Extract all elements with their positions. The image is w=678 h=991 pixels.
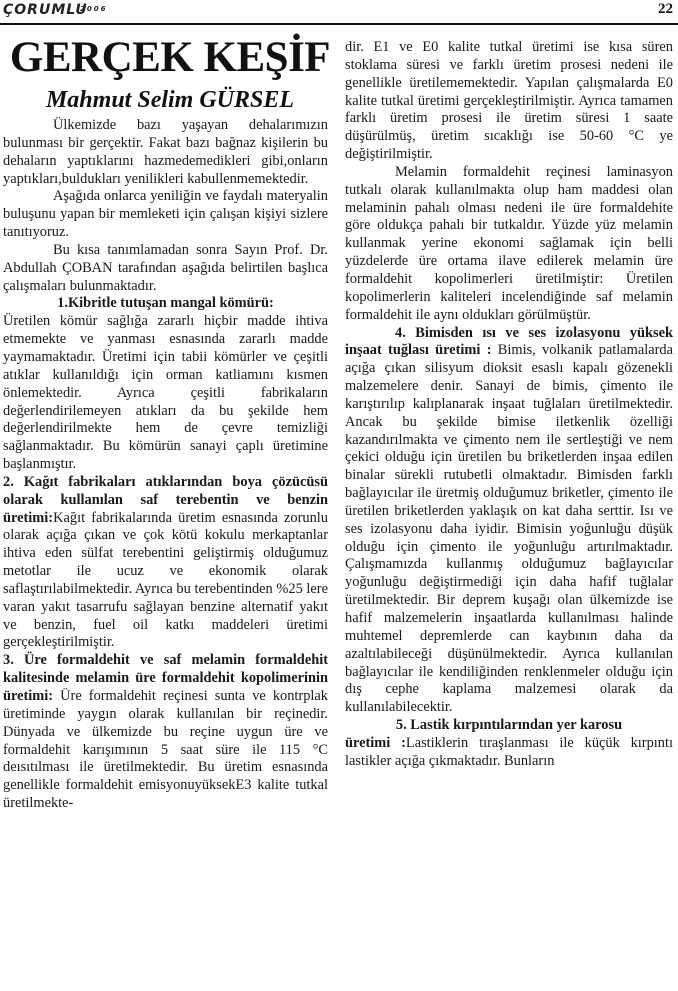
article-author: Mahmut Selim GÜRSEL [45,87,295,113]
section-1-text: Üretilen kömür sağlığa zararlı hiçbir madde ihtiva etmemekte ve yanması esnasında zararlı madde yaymamaktadır. Üretimi için tabii kömürler ve çeşitli atıklar kullanıldığı için orman katliamını kısmen önlemektedir. Ayrıca çeşitli fabrikaların değerlendirilemeyen atıkları da bu şekilde hem değerlendirilmekte hem de çevre temizliği sağlanmaktadır. Bu kömürün sanayi çaplı üretimine başlanmıştır. [3,313,328,473]
page-number: 22 [658,1,673,17]
section-5-text: Lastiklerin tıraşlanması ile küçük kırpıntı lastikler açığa çıkmaktadır. Bunların [345,734,673,769]
section-3-paragraph [3,652,328,813]
article-title: GERÇEK KEŞİF [9,34,331,81]
section-2-paragraph [3,474,328,652]
intro-paragraph-3: Bu kısa tanımlamadan sonra Sayın Prof. Dr. Abdullah ÇOBAN tarafından aşağıda belirtilen başlıca çalışmaları bulunmaktadır. [3,241,328,294]
section-5-heading: 5. Lastik kırpıntılarından yer karosu [395,717,623,734]
intro-paragraph-2: Aşağıda onlarca yeniliğin ve faydalı materyalin buluşunu yapan bir memleketi için çalışan kişiyi sizlere tanıtıyoruz. [3,188,328,241]
section-3-text-c: Melamin formaldehit reçinesi laminasyon tutkalı olarak kullanılmakta olup ham maddesi olan melaminin pahalı olması nedeni ile üre formaldehite göre oldukça pahalı bir tutkaldır. Yüzde yüz melamin kullanmak yerine ekonomi sağlamak için belli yüzdelerde üre ortama ilave edilerek melamin üre formaldehit kopolimerleri üretilmiştir: Üretilen kopolimerlerin kaliteleri incelendiğinde saf melamin formaldehit ile aynı oldukları görülmüştür. [345,163,673,323]
magazine-brand: ÇORUMLU [3,2,88,18]
page-header [0,0,678,22]
section-5-paragraph [345,735,673,771]
section-1-heading: 1.Kibritle tutuşan mangal kömürü: [57,295,274,312]
header-rule [0,23,678,25]
column-left [3,117,328,813]
section-2-heading: 2. Kağıt fabrikaları atıklarından boya çözücüsü olarak kullanılan saf terebentin ve benzin üretimi: [3,473,328,526]
section-3-heading: 3. Üre formaldehit ve saf melamin formaldehit kalitesinde melamin üre formaldehit kopolimerinin üretimi: [3,652,328,704]
section-4-heading: 4. Bimisden ısı ve ses izolasyonu yüksek inşaat tuğlası üretimi : [345,324,673,359]
section-2-text: Kağıt fabrikalarında üretim esnasında zorunlu olarak açığa çıkan ve çok kötü kokulu merkaptanlar ihtiva eden sülfat terebentini geliştirmiş olduğumuz metotlar ile ucuz ve ekonomik olarak saflaştırılabilmektedir. Ayrıca bu terebentinden %25 lere varan yakıt tasarrufu sağlayan benzine alternatif yakıt ve benzin, fuel oil katkı maddeleri üretimi gerçekleştirilmiştir. [3,509,328,651]
intro-paragraph-1: Ülkemizde bazı yaşayan dehalarımızın bulunması bir gerçektir. Fakat bazı bağnaz kişilerin bu dehaların yaptıklarını hazmedemedikleri gibi,onların yaptıkları,buldukları yenilikleri kabullenmemektedir. [3,117,328,187]
column-right [345,39,673,771]
issue-label: 2006 [80,5,108,13]
section-3-text-b: dir. E1 ve E0 kalite tutkal üretimi ise kısa süren stoklama süresi ve farklı üretim prosesi nedeni ile genellikle üretilememektedir. Yapılan çalışmalarda E0 kalite tutkal üretimi gerçekleştirilmiştir. Ayrıca tamamen farklı üretim prosesi ile üretim süresi 1 saate düşürülmüş, üretim sıcaklığı ise 50-60 °C ye değiştirilmiştir. [345,39,673,163]
section-3-text-a: Üre formaldehit reçinesi sunta ve kontrplak üretiminde yaygın olarak kullanılan bir reçinedir. Dünyada ve ülkemizde bu reçine uygun üre ve formaldehit karışımının 5 saat süre ile 115 °C deısıtılması ile üretilmektedir. Bu üretim esnasında genellikle formaldehit emisyonuyüksekE3 kalite tutkal üretilmekte- [3,688,328,812]
section-4-paragraph [345,325,673,718]
section-4-text: Bimis, volkanik patlamalarda açığa çıkan silisyum dioksit esaslı kapalı gözenekli malzemelere denir. Sanayi de bimis, çimento ile karıştırılıp kalıplanarak inşaat tuğlaları üretilmektedir. Ancak bu şekilde bimise iletkenlik özelliği kazandırılmakta ve çimento nem ile sertleştiği ve nem çekici olduğu için üretilen bu briketlerden inşaa edilen binalar sürekli rutubetli olmaktadır. Bimisden farklı bağlayıcılar ile üretmiş olduğumuz briketler, çimento ile üretilen briketlerden yaklaşık on kat daha serttir. Isı ve ses izolasyonu daha iyidir. Bimisin yoğunluğu düşük olduğu için çimento ile yoğunluğu artırılmaktadır. Çalışmamızda kullanmış olduğumuz bağlayıcılar yoğunluğu değiştirmediği için daha hafif tuğlalar üretilmektedir. Bir deprem kuşağı olan ülkemizde ise hafif malzemelerin inşaatlarda kullanılması halinde muhtemel depremlerde can kaybının daha da azaltılabileceği düşünülmektedir. Ayrıca kullanılan bağlayıcılar ile kendiliğinden renklenmeler olduğu için dış cephe kaplama malzemesi olarak da kullanılabilecektir. [345,342,673,716]
section-5-heading-tail: üretimi : [345,734,406,751]
